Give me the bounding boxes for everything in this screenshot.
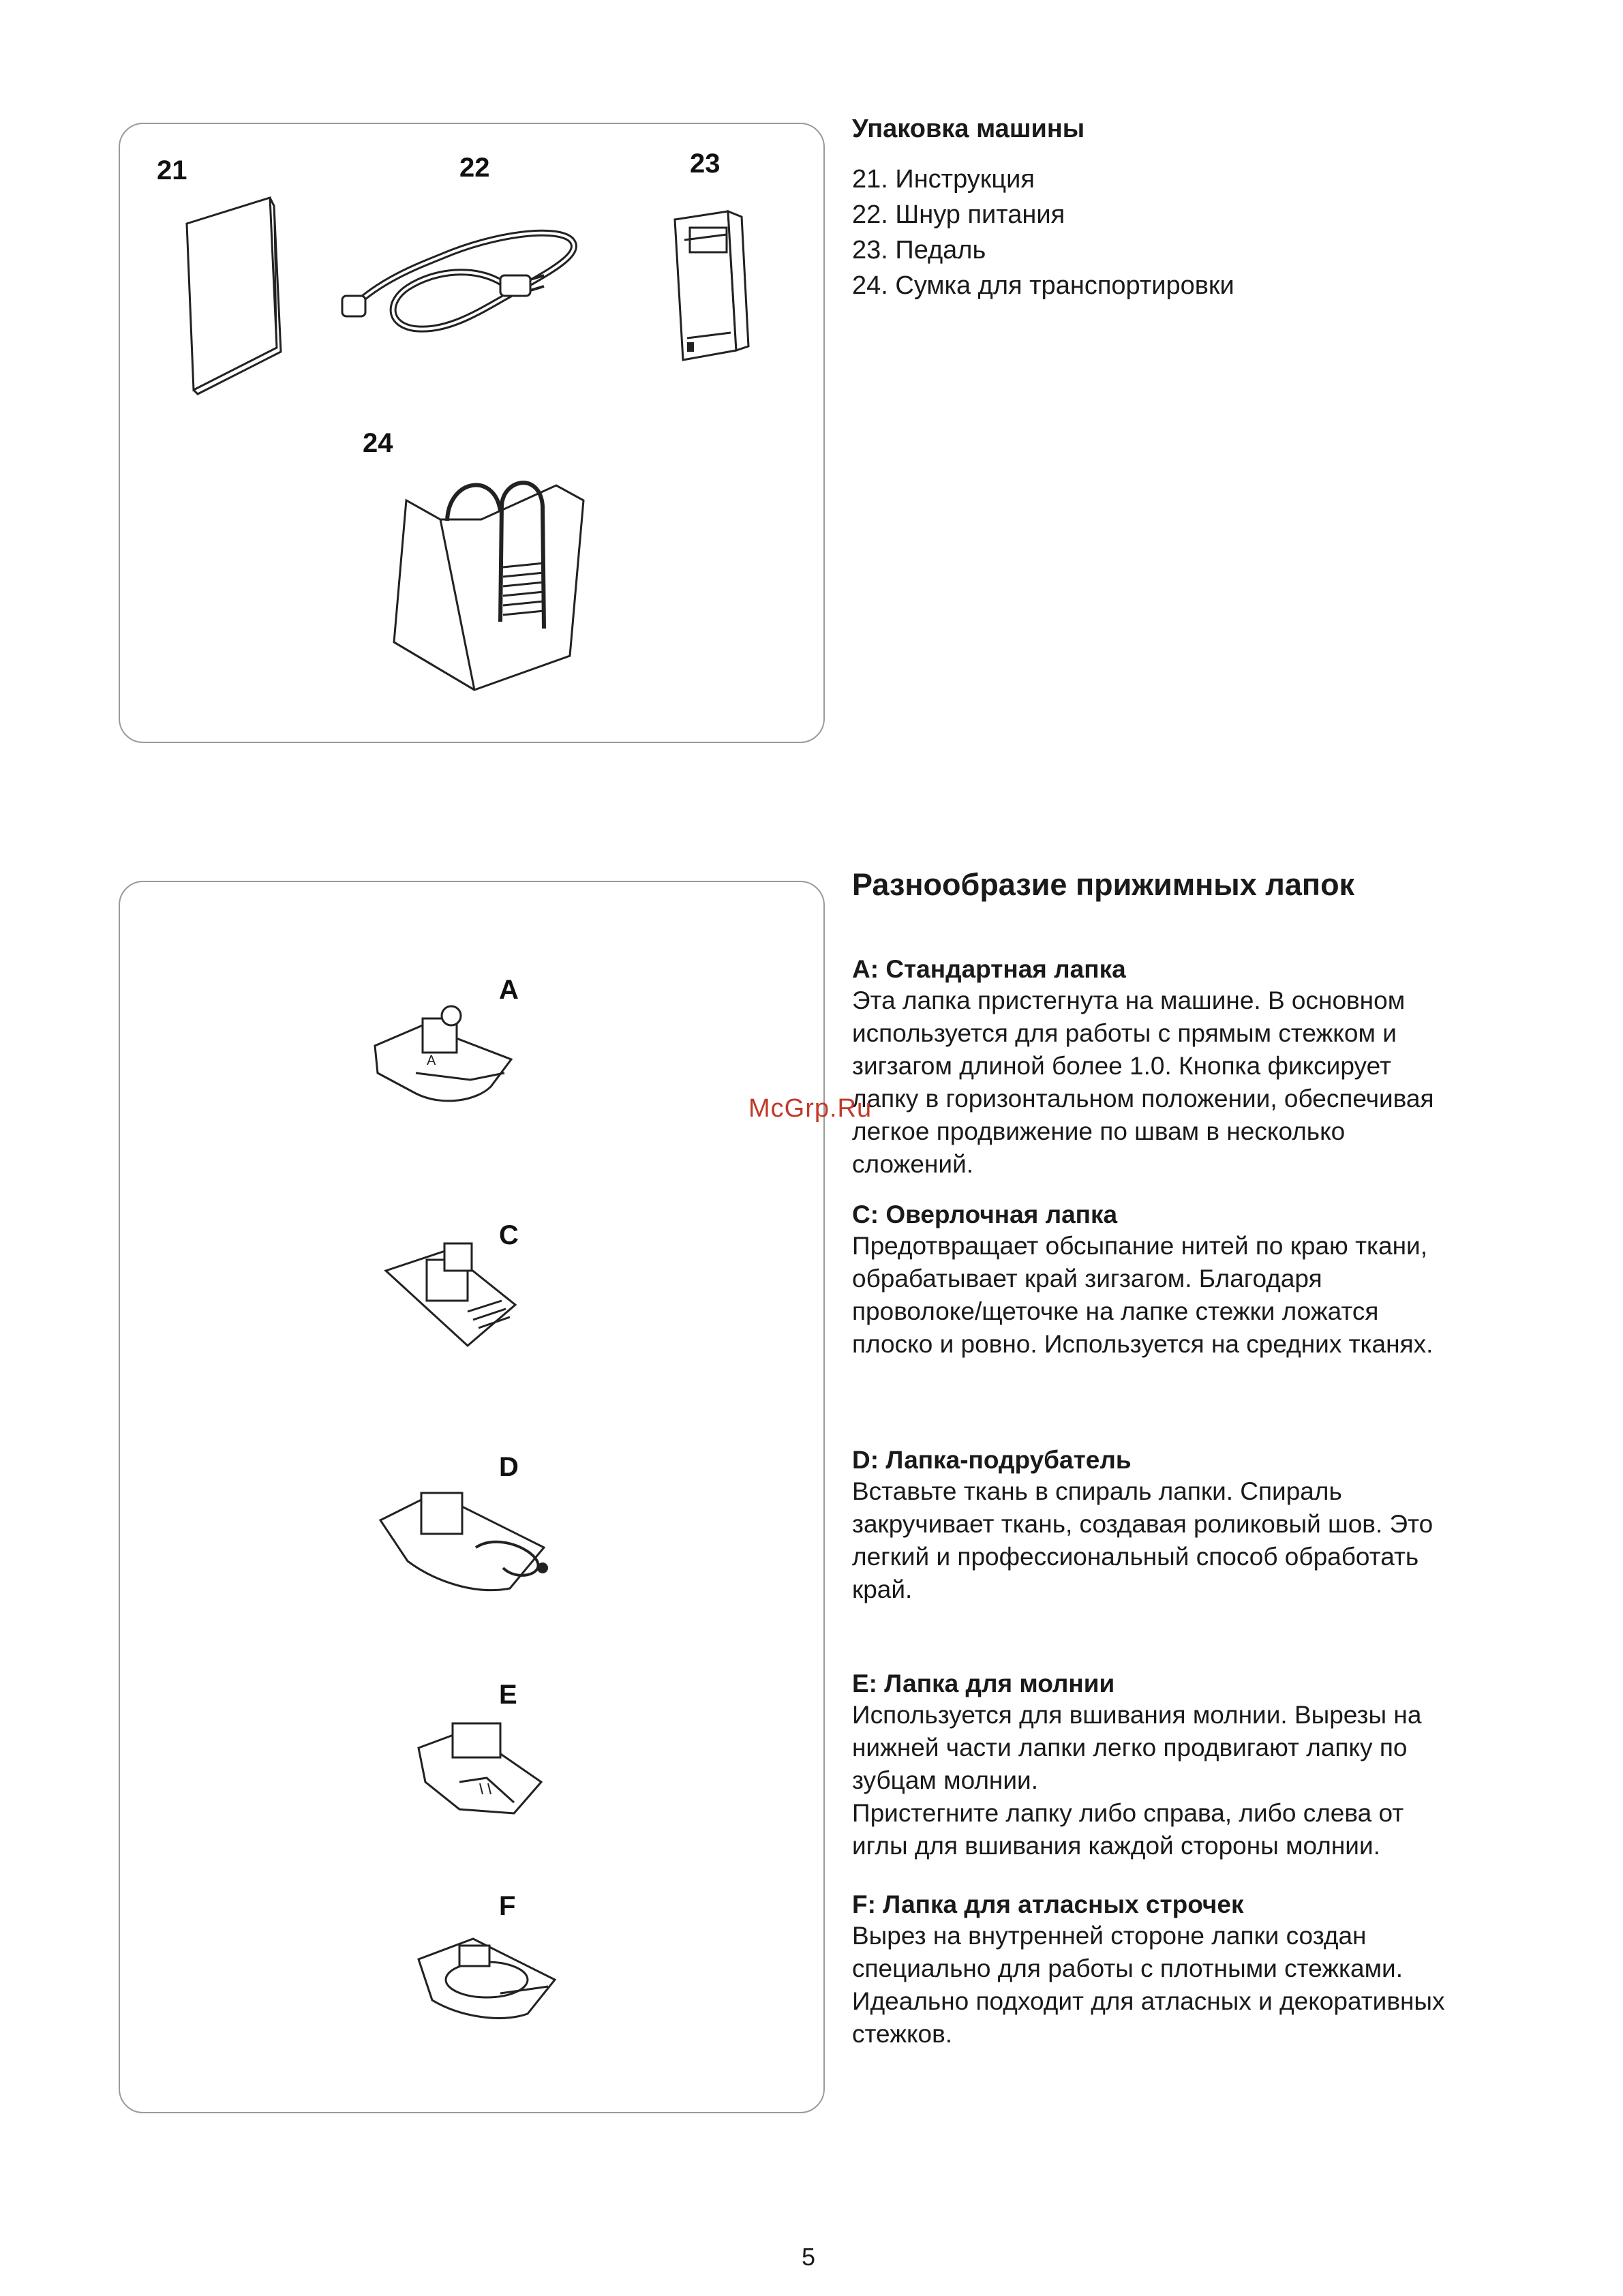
- standard-foot-illustration: [368, 998, 525, 1128]
- foot-text-d: Вставьте ткань в спираль лапки. Спираль закручивает ткань, создавая роликовый шов. Это легкий и профессиональный способ обработать край.: [852, 1477, 1434, 1603]
- foot-label-d: D: [499, 1452, 519, 1482]
- foot-title-e: E: Лапка для молнии: [852, 1670, 1115, 1697]
- packaging-figure-panel: [119, 123, 825, 743]
- foot-entry-e: [852, 1669, 1575, 1862]
- foot-title-a: A: Стандартная лапка: [852, 955, 1126, 983]
- svg-text:A: A: [427, 1053, 436, 1068]
- foot-entry-a: [852, 954, 1575, 1181]
- satin-foot-illustration: [412, 1925, 562, 2027]
- presser-feet-section: [852, 867, 1575, 903]
- foot-entry-c: [852, 1200, 1575, 1361]
- foot-entry-f: [852, 1890, 1575, 2051]
- foot-text-f: Вырез на внутренней стороне лапки создан специально для работы с плотными стежками. Идеально подходит для атласных и декоративных стежков.: [852, 1922, 1445, 2048]
- watermark: McGrp.Ru: [748, 1094, 873, 1123]
- packaging-title: Упаковка машины: [852, 115, 1085, 143]
- packaging-item-pedal: 23. Педаль: [852, 236, 986, 265]
- power-cord-illustration: [339, 199, 598, 342]
- foot-label-c: C: [499, 1220, 519, 1250]
- packaging-item-bag: 24. Сумка для транспортировки: [852, 271, 1234, 300]
- foot-label-e: E: [499, 1680, 517, 1710]
- foot-pedal-illustration: [660, 192, 755, 369]
- presser-feet-title: Разнообразие прижимных лапок: [852, 867, 1355, 902]
- packaging-item-cord: 22. Шнур питания: [852, 200, 1065, 229]
- hemmer-foot-illustration: [374, 1472, 558, 1602]
- presser-feet-figure-panel: [119, 881, 825, 2113]
- foot-label-f: F: [499, 1891, 516, 1921]
- overlock-foot-illustration: [379, 1230, 529, 1353]
- manual-illustration: [175, 191, 290, 395]
- figure-label-manual: 21: [157, 155, 187, 185]
- carry-bag-illustration: [386, 451, 618, 704]
- foot-entry-d: [852, 1445, 1575, 1606]
- foot-label-a: A: [499, 975, 519, 1005]
- foot-title-f: F: Лапка для атласных строчек: [852, 1890, 1244, 1918]
- figure-label-cord: 22: [459, 153, 490, 183]
- foot-text-e: Используется для вшивания молнии. Вырезы на нижней части лапки легко продвигают лапку по зубцам молнии. Пристегните лапку либо справа, либо слева от иглы для вшивания каждой стороны молнии.: [852, 1701, 1422, 1860]
- page-number: 5: [802, 2243, 816, 2271]
- packaging-item-manual: 21. Инструкция: [852, 165, 1035, 194]
- packaging-list: [852, 162, 1575, 303]
- zipper-foot-illustration: [412, 1707, 548, 1823]
- foot-title-c: C: Оверлочная лапка: [852, 1200, 1118, 1228]
- figure-label-pedal: 23: [690, 149, 721, 179]
- foot-text-a: Эта лапка пристегнута на машине. В основном используется для работы с прямым стежком и зигзагом длиной более 1.0. Кнопка фиксирует лапку в горизонтальном положении, обеспечивая легкое продвижение по швам в несколько сложений.: [852, 986, 1434, 1178]
- figure-label-bag: 24: [363, 428, 393, 458]
- foot-title-d: D: Лапка-подрубатель: [852, 1446, 1132, 1474]
- packaging-section: [852, 115, 1575, 303]
- foot-text-c: Предотвращает обсыпание нитей по краю ткани, обрабатывает край зигзагом. Благодаря проволоке/щеточке на лапке стежки ложатся плоско и ровно. Используется на средних тканях.: [852, 1232, 1434, 1358]
